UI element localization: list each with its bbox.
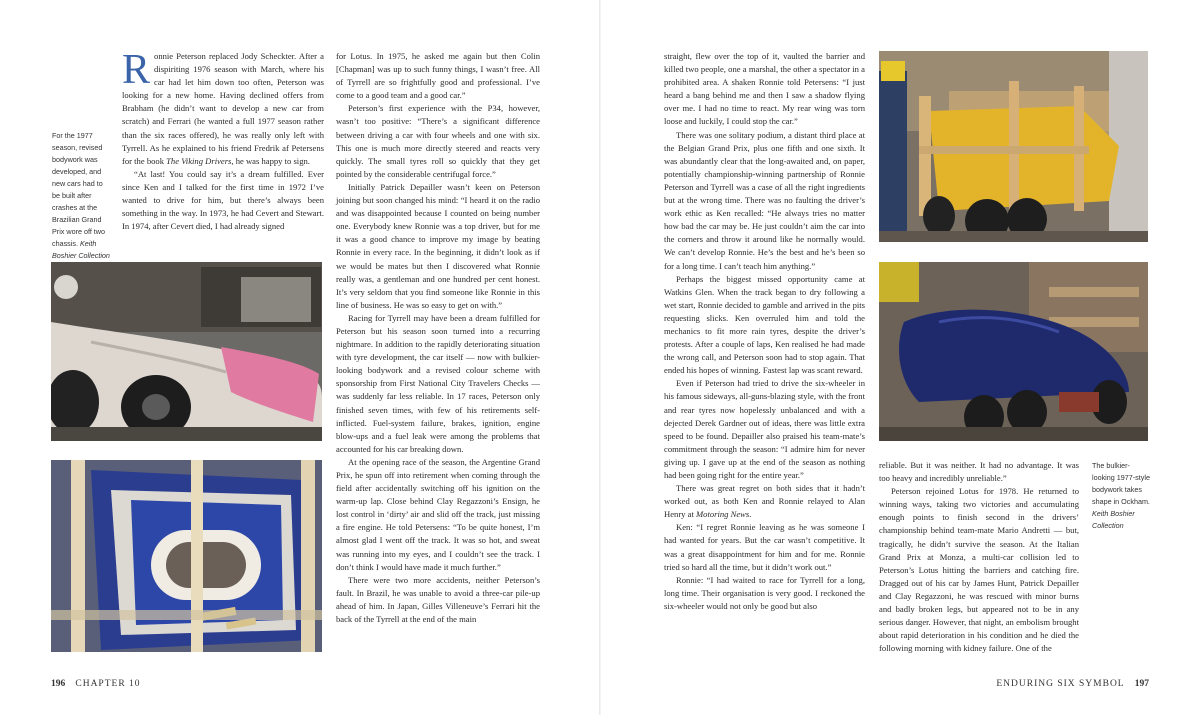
left-caption [52, 130, 110, 262]
col2-para-6: There were two more accidents, neither Peterson’s fault. In Brazil, he was unable to avoid a three-car pile-up ahead of him. In Japan, Gilles Villeneuve’s Ferrari hit the back of the Tyrrell at the end of the main [336, 574, 540, 625]
left-page-number: 196 [51, 679, 66, 689]
dropcap: R [122, 47, 151, 93]
col2-para-5: At the opening race of the season, the Argentine Grand Prix, he spun off into retirement when coming through the field after accidentally switching off his ignition on the warm-up lap. Close behind Clay Regazzoni’s Ensign, he lost control in ‘dirty’ air and slid off the track, just missing a fire engine. He told Petersens: “To be quite honest, I’m almost glad I went off the track. It was so hot, and sweat was running into my eyes, and I couldn’t see the track. I don’t think I would have made it much further.” [336, 456, 540, 572]
col2-para-2: Peterson’s first experience with the P34, however, wasn’t too positive: “There’s a significant difference between driving a car with four wheels and one with six. This one is much more directly steered and reacts very quickly. The small tyres roll so quickly that they get pointed by the considerable centrifugal force.” [336, 103, 540, 179]
right-folio [996, 679, 1149, 689]
photo-yellow-buck [879, 51, 1148, 242]
col3-para-6: Ken: “I regret Ronnie leaving as he was someone I had wanted for years. But the car wasn’t competitive. It was a great disappointment for him and for me. Ronnie tried so hard all the time, but it didn’t work out.” [664, 522, 865, 572]
col3-para-5 [664, 482, 865, 521]
photo-blue-car-image [879, 262, 1148, 441]
right-chapter-label: ENDURING SIX SYMBOL [996, 679, 1125, 689]
col2-para-1: for Lotus. In 1975, he asked me again but then Colin [Chapman] was up to such funny things, I wasn’t free. All of Tyrrell are so frightfully good and professional. I’ve come to a good team and a good car.” [336, 51, 540, 101]
col3-para-1: straight, flew over the top of it, vaulted the barrier and killed two people, one a marshal, the other a spectator in a prohibited area. A shaken Ronnie told Petersens: “I just heard a bang behind me and then I saw a shadow flying over me. I had no time to react. My rear wing was torn loose and luckily, I could stop the car.” [664, 51, 865, 127]
right-page-number: 197 [1134, 679, 1149, 689]
col1-para-1-end: , he was happy to sign. [231, 155, 310, 166]
col3-para-5-end: . [749, 509, 752, 520]
left-chapter-label: CHAPTER 10 [75, 679, 141, 689]
photo-blue-mould-image [51, 460, 322, 652]
book-title: The Viking Drivers [166, 155, 232, 166]
right-caption-credit: Keith Boshier Collection [1092, 509, 1135, 530]
left-column-2 [336, 50, 540, 626]
right-caption-text: The bulkier-looking 1977-style bodywork takes shape in Ockham. [1092, 461, 1150, 506]
photo-pink-bodywork [51, 262, 322, 441]
col3-para-5-text: There was great regret on both sides that it hadn’t worked out, as both Ken and Ronnie relayed to Alan Henry at [664, 483, 865, 520]
col3-para-4: Even if Peterson had tried to drive the six-wheeler in his famous sideways, all-guns-blazing style, with the front and rear tyres now hopelessly unbalanced and with a dejected Derek Gardner out of ideas, there was little extra speed to be found. Depailler also praised his team-mate’s commitment through the season: “I admire him for never giving up. I gave up at the end of the season as nothing had been going right for the entire year.” [664, 378, 865, 480]
photo-pink-bodywork-image [51, 262, 322, 441]
col1-para-1 [122, 47, 324, 168]
page-gutter [599, 0, 601, 715]
left-caption-text: For the 1977 season, revised bodywork was developed, and new cars had to be built after crashes at the Brazilian Grand Prix wore off two chassis. [52, 131, 105, 248]
col1-para-1-text: onnie Peterson replaced Jody Scheckter. After a dispiriting 1976 season with March, where his car had let him down too often, Peterson was looking for a new home. Having declined offers from Brabham (he didn’t want to develop a new car from scratch) and Ferrari (he wanted a full 1977 season rather than the six races offered), he was really only left with Tyrrell. As he explained to his friend Fredrik af Petersens for the book [122, 51, 324, 166]
col3-para-2: There was one solitary podium, a distant third place at the Belgian Grand Prix, plus one fifth and one sixth. It was abundantly clear that the long-awaited and, on paper, potentially championship-winning partnership of Ronnie Peterson and Tyrrell was a case of all the right ingredients but at the wrong time. There was no faulting the driver’s work ethic as Ken recalled: “He always tries no matter how bad the car may be. He just couldn’t aim the car into the corners and throw it around like he normally would. We can’t develop Ronnie. He’s the best and he’s been so for a long time. I can’t teach him anything.” [664, 129, 865, 271]
photo-blue-car [879, 262, 1148, 441]
photo-yellow-buck-image [879, 51, 1148, 242]
col2-para-4: Racing for Tyrrell may have been a dream fulfilled for Peterson but his season soon turned into a recurring nightmare. In addition to the rapidly deteriorating situation with tyre development, the car itself — now with bulkier-looking bodywork and a revised colour scheme with sponsorship from First National City Travelers Checks — was suddenly far less reliable. In 17 races, Peterson only finished seven times, with few of his retirements self-inflicted. Fuel-system failure, brakes, ignition, engine blow-ups and a fuel leak were among the problems that accounted for his car breaking down. [336, 312, 540, 454]
right-column-4 [879, 459, 1079, 655]
photo-blue-mould [51, 460, 322, 652]
col4-para-2: Peterson rejoined Lotus for 1978. He returned to winning ways, taking two victories and accumulating enough points to finish second in the drivers’ championship behind team-mate Mario Andretti — but, tragically, he didn’t survive the season. At the Italian Grand Prix at Monza, a multi-car collision led to Peterson’s Lotus hitting the barriers and catching fire. Dragged out of his car by James Hunt, Patrick Depailler and Clay Regazzoni, he was rescued with minor burns and badly broken legs, but appeared not to be in any serious danger. However, that night, an embolism brought about rapid deterioration in his condition and he died the following morning with kidney failure. One of the [879, 486, 1079, 654]
magazine-title: Motoring News [695, 509, 750, 520]
col3-para-3: Perhaps the biggest missed opportunity came at Watkins Glen. When the track began to dry following a wet start, Ronnie decided to gamble and arrived in the pits requesting slicks. Ken overruled him and told the mechanics to fit more rain tyres, despite the driver’s protests. After a couple of laps, Ken realised he had made the wrong call, and Peterson soon had to stop again. That ended his hopes of winning. Fastest lap was scant reward. [664, 273, 865, 376]
left-column-1 [122, 47, 324, 233]
left-folio [51, 679, 141, 689]
col1-para-2: “At last! You could say it’s a dream fulfilled. Ever since Ken and I talked for the first time in 1972 I’ve wanted to drive for him, but there’s always been something in the way. In 1973, he had Cevert and Stewart. In 1974, after Cevert died, I had already signed [122, 168, 324, 232]
col2-para-3: Initially Patrick Depailler wasn’t keen on Peterson joining but soon changed his mind: “I heard it on the radio and was disappointed because I counted on being number one. Everybody knew Ronnie was a top driver, but for me it was a good chance to improve my image by beating Ronnie in every race. In the beginning, it didn’t look as if we would be mates but then I discovered what Ronnie really was, a gentleman and one hundred per cent honest. It’s very seldom that you find someone like Ronnie in this line of business. He was so easy to get on with.” [336, 181, 540, 310]
right-column-3 [664, 50, 865, 613]
left-caption-credit: Keith Boshier Collection [52, 239, 110, 260]
col3-para-7: Ronnie: “I had waited to race for Tyrrell for a long, long time. Their organisation is very good. I reckoned the six-wheeler would not only be good but also [664, 574, 865, 611]
right-caption [1092, 460, 1150, 532]
col4-para-1: reliable. But it was neither. It had no advantage. It was too heavy and incredibly unreliable.” [879, 460, 1079, 484]
